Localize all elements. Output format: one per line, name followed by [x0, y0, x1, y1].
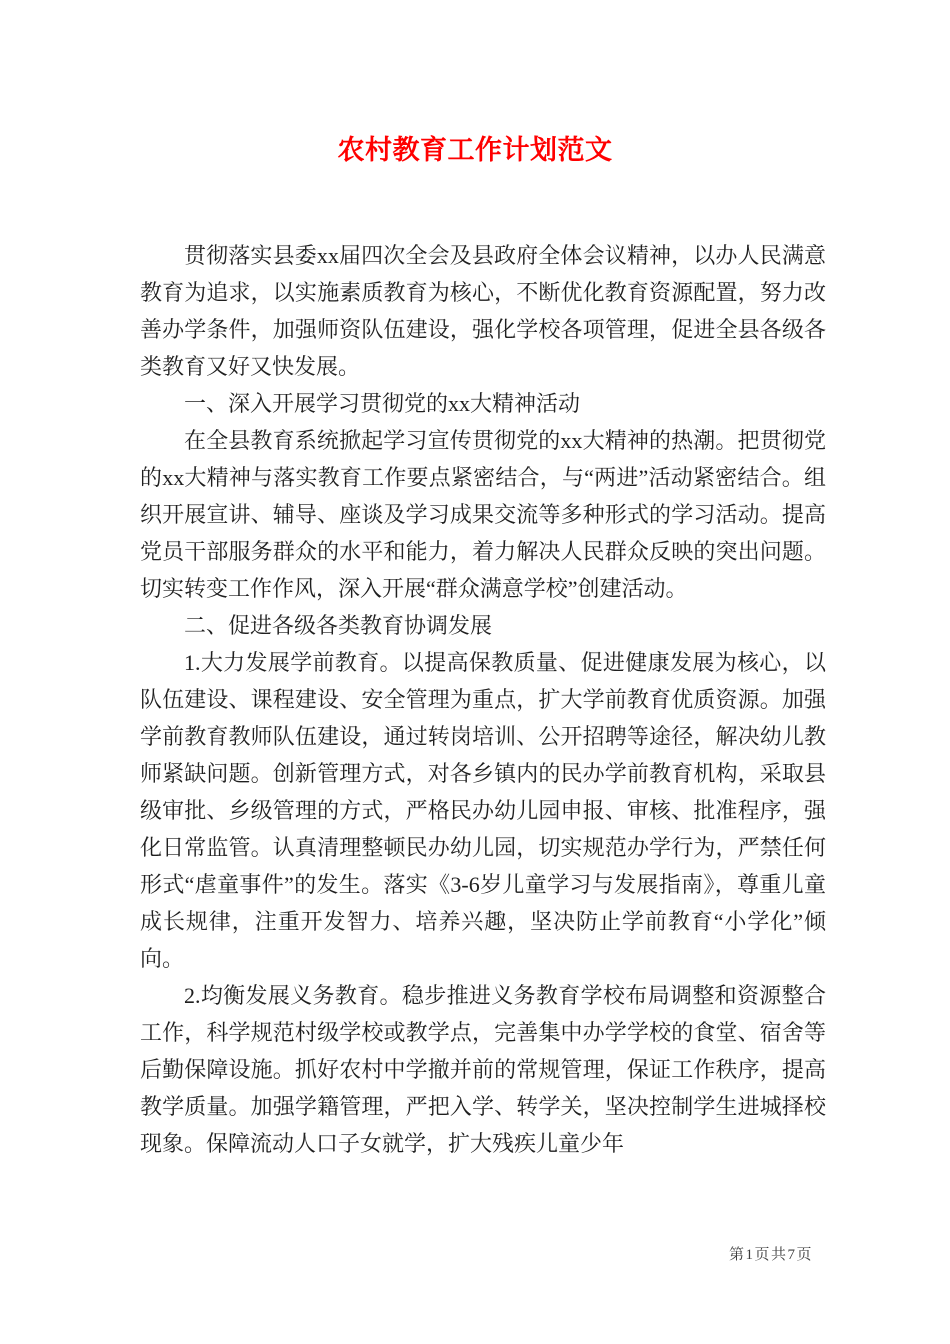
document-title: 农村教育工作计划范文 [337, 135, 613, 165]
document-body [140, 237, 826, 1162]
page-number-label: 第1页共7页 [728, 1247, 813, 1263]
intro-paragraph: 贯彻落实县委xx届四次全会及县政府全体会议精神，以办人民满意教育为追求，以实施素质教育为核心，不断优化教育资源配置，努力改善办学条件，加强师资队伍建设，强化学校各项管理，促进全县各级各类教育又好又快发展。 [140, 243, 826, 379]
section-2-item-2-paragraph: 2.均衡发展义务教育。稳步推进义务教育学校布局调整和资源整合工作，科学规范村级学校或教学点，完善集中办学学校的食堂、宿舍等后勤保障设施。抓好农村中学撤并前的常规管理，保证工作秩序，提高教学质量。加强学籍管理，严把入学、转学关，坚决控制学生进城择校现象。保障流动人口子女就学，扩大残疾儿童少年 [140, 983, 826, 1156]
section-1-heading: 一、深入开展学习贯彻党的xx大精神活动 [184, 391, 581, 416]
section-2-heading: 二、促进各级各类教育协调发展 [184, 613, 493, 638]
section-1-paragraph: 在全县教育系统掀起学习宣传贯彻党的xx大精神的热潮。把贯彻党的xx大精神与落实教育工作要点紧密结合，与“两进”活动紧密结合。组织开展宣讲、辅导、座谈及学习成果交流等多种形式的学习活动。提高党员干部服务群众的水平和能力，着力解决人民群众反映的突出问题。切实转变工作作风，深入开展“群众满意学校”创建活动。 [140, 428, 826, 601]
section-2-item-1-paragraph: 1.大力发展学前教育。以提高保教质量、促进健康发展为核心，以队伍建设、课程建设、安全管理为重点，扩大学前教育优质资源。加强学前教育教师队伍建设，通过转岗培训、公开招聘等途径，解决幼儿教师紧缺问题。创新管理方式，对各乡镇内的民办学前教育机构，采取县级审批、乡级管理的方式，严格民办幼儿园申报、审核、批准程序，强化日常监管。认真清理整顿民办幼儿园，切实规范办学行为，严禁任何形式“虐童事件”的发生。落实《3-6岁儿童学习与发展指南》，尊重儿童成长规律，注重开发智力、培养兴趣，坚决防止学前教育“小学化”倾向。 [140, 650, 826, 971]
